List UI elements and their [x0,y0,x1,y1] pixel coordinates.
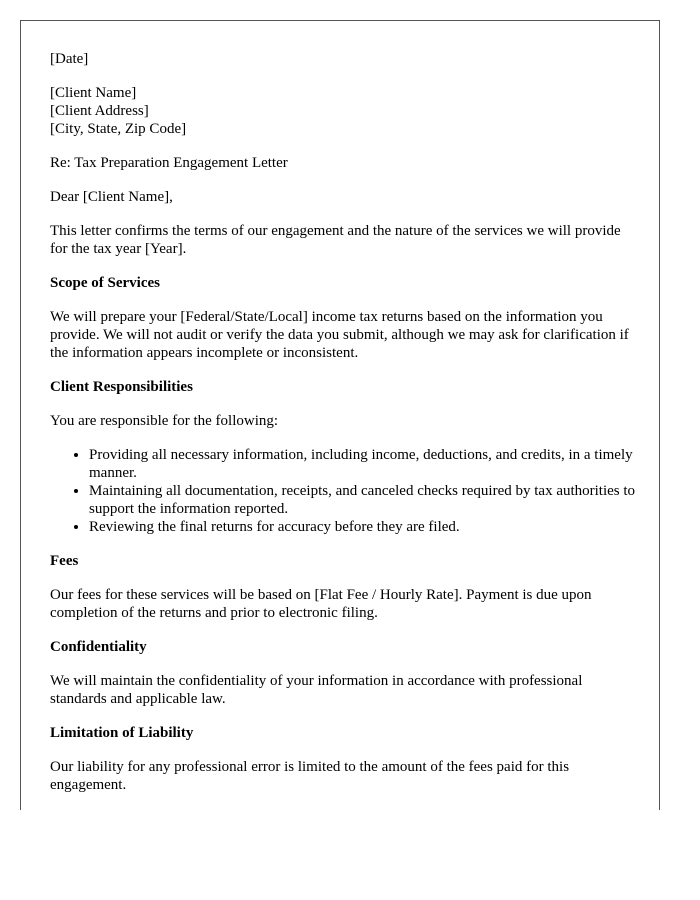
responsibilities-body: You are responsible for the following: [50,413,279,429]
client-address-block [50,84,640,138]
liability-heading: Limitation of Liability [50,725,194,741]
letter-intro: This letter confirms the terms of our engagement and the nature of the services we will provide for the tax year [Year]. [50,223,621,257]
confidentiality-heading: Confidentiality [50,639,147,655]
letter-subject: Re: Tax Preparation Engagement Letter [50,155,288,171]
scope-heading: Scope of Services [50,275,160,291]
client-name-line: [Client Name] [50,85,137,101]
scope-body: We will prepare your [Federal/State/Local] income tax returns based on the information you provide. We will not audit or verify the data you submit, although we may ask for clarification if the information appears incomplete or inconsistent. [50,309,629,361]
list-item: • Maintaining all documentation, receipts, and canceled checks required by tax authorities to support the information reported. [89,482,640,518]
letter-page [20,20,660,810]
fees-body: Our fees for these services will be based on [Flat Fee / Hourly Rate]. Payment is due upon completion of the returns and prior to electronic filing. [50,587,592,621]
client-address-line: [Client Address] [50,103,149,119]
list-item: • Providing all necessary information, including income, deductions, and credits, in a timely manner. [89,446,640,482]
confidentiality-body: We will maintain the confidentiality of your information in accordance with professional standards and applicable law. [50,673,583,707]
responsibilities-heading: Client Responsibilities [50,379,193,395]
responsibilities-list [50,446,640,536]
fees-heading: Fees [50,553,79,569]
letter-salutation: Dear [Client Name], [50,189,173,205]
list-item: • Reviewing the final returns for accuracy before they are filed. [89,518,640,536]
letter-date: [Date] [50,51,89,67]
liability-body: Our liability for any professional error is limited to the amount of the fees paid for this engagement. [50,759,570,793]
letter-content [50,50,640,810]
client-city-line: [City, State, Zip Code] [50,121,187,137]
